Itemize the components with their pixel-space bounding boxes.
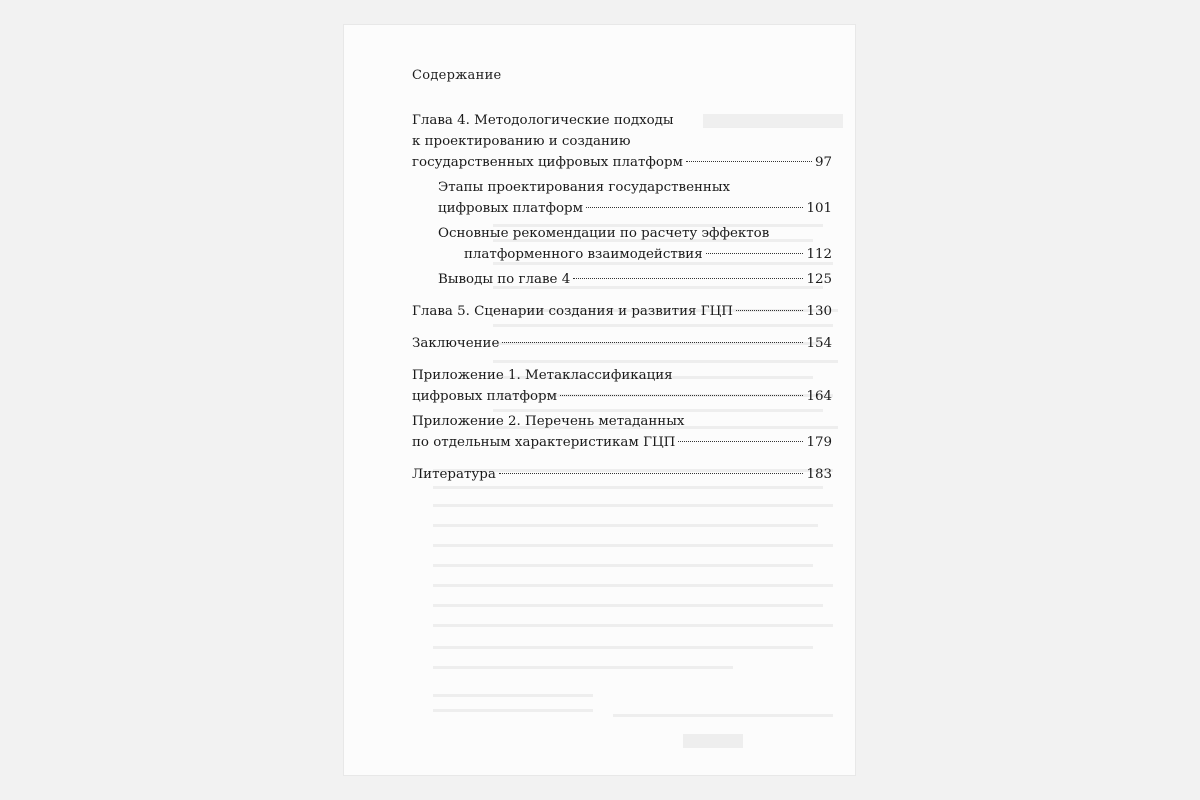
toc-entry-line: Глава 4. Методологические подходы (412, 113, 674, 128)
dot-leader (560, 395, 803, 396)
dot-leader (502, 342, 803, 343)
toc-entry-line: Заключение (412, 336, 500, 351)
page-number: 154 (806, 336, 832, 351)
toc-entry-line: Приложение 1. Метаклассификация (412, 368, 673, 383)
toc-entry-conclusion[interactable] (412, 333, 832, 354)
dot-leader (573, 278, 803, 279)
toc-entry-line: Основные рекомендации по расчету эффектов (438, 226, 770, 241)
toc-entry-line: к проектированию и созданию (412, 134, 631, 149)
page-number: 97 (814, 155, 832, 170)
toc-entry-chapter-4[interactable] (412, 110, 832, 173)
page-number: 101 (806, 201, 832, 216)
page-number: 125 (806, 272, 832, 287)
toc-entry-line: Глава 5. Сценарии создания и развития ГЦП (412, 304, 733, 319)
toc-entry-line: цифровых платформ (412, 389, 558, 404)
toc-entry-literature[interactable] (412, 464, 832, 485)
toc-entry-line: государственных цифровых платформ (412, 155, 683, 170)
page-number: 112 (806, 247, 832, 262)
page-number: 130 (806, 304, 832, 319)
dot-leader (736, 310, 803, 311)
toc-entry-appendix-1[interactable] (412, 365, 832, 407)
toc-entry-conclusions-ch4[interactable] (412, 269, 832, 290)
toc-entry-line: Этапы проектирования государственных (438, 180, 731, 195)
toc-entry-line: цифровых платформ (438, 201, 584, 216)
toc-entry-line: Приложение 2. Перечень метаданных (412, 414, 685, 429)
toc-entry-chapter-5[interactable] (412, 301, 832, 322)
toc-entry-recommendations[interactable] (412, 223, 832, 265)
running-header: Содержание (412, 68, 502, 83)
toc-entry-design-stages[interactable] (412, 177, 832, 219)
toc-entry-line: Выводы по главе 4 (438, 272, 571, 287)
toc-entry-line: Литература (412, 467, 496, 482)
dot-leader (586, 207, 803, 208)
dot-leader (686, 161, 812, 162)
page-number: 164 (806, 389, 832, 404)
dot-leader (706, 253, 804, 254)
page-number: 179 (806, 435, 832, 450)
toc-entry-line: платформенного взаимодействия (464, 247, 703, 262)
table-of-contents (412, 106, 832, 485)
book-page (343, 24, 856, 776)
toc-entry-line: по отдельным характеристикам ГЦП (412, 435, 676, 450)
toc-entry-appendix-2[interactable] (412, 411, 832, 453)
page-number: 183 (806, 467, 832, 482)
dot-leader (499, 473, 804, 474)
dot-leader (678, 441, 803, 442)
